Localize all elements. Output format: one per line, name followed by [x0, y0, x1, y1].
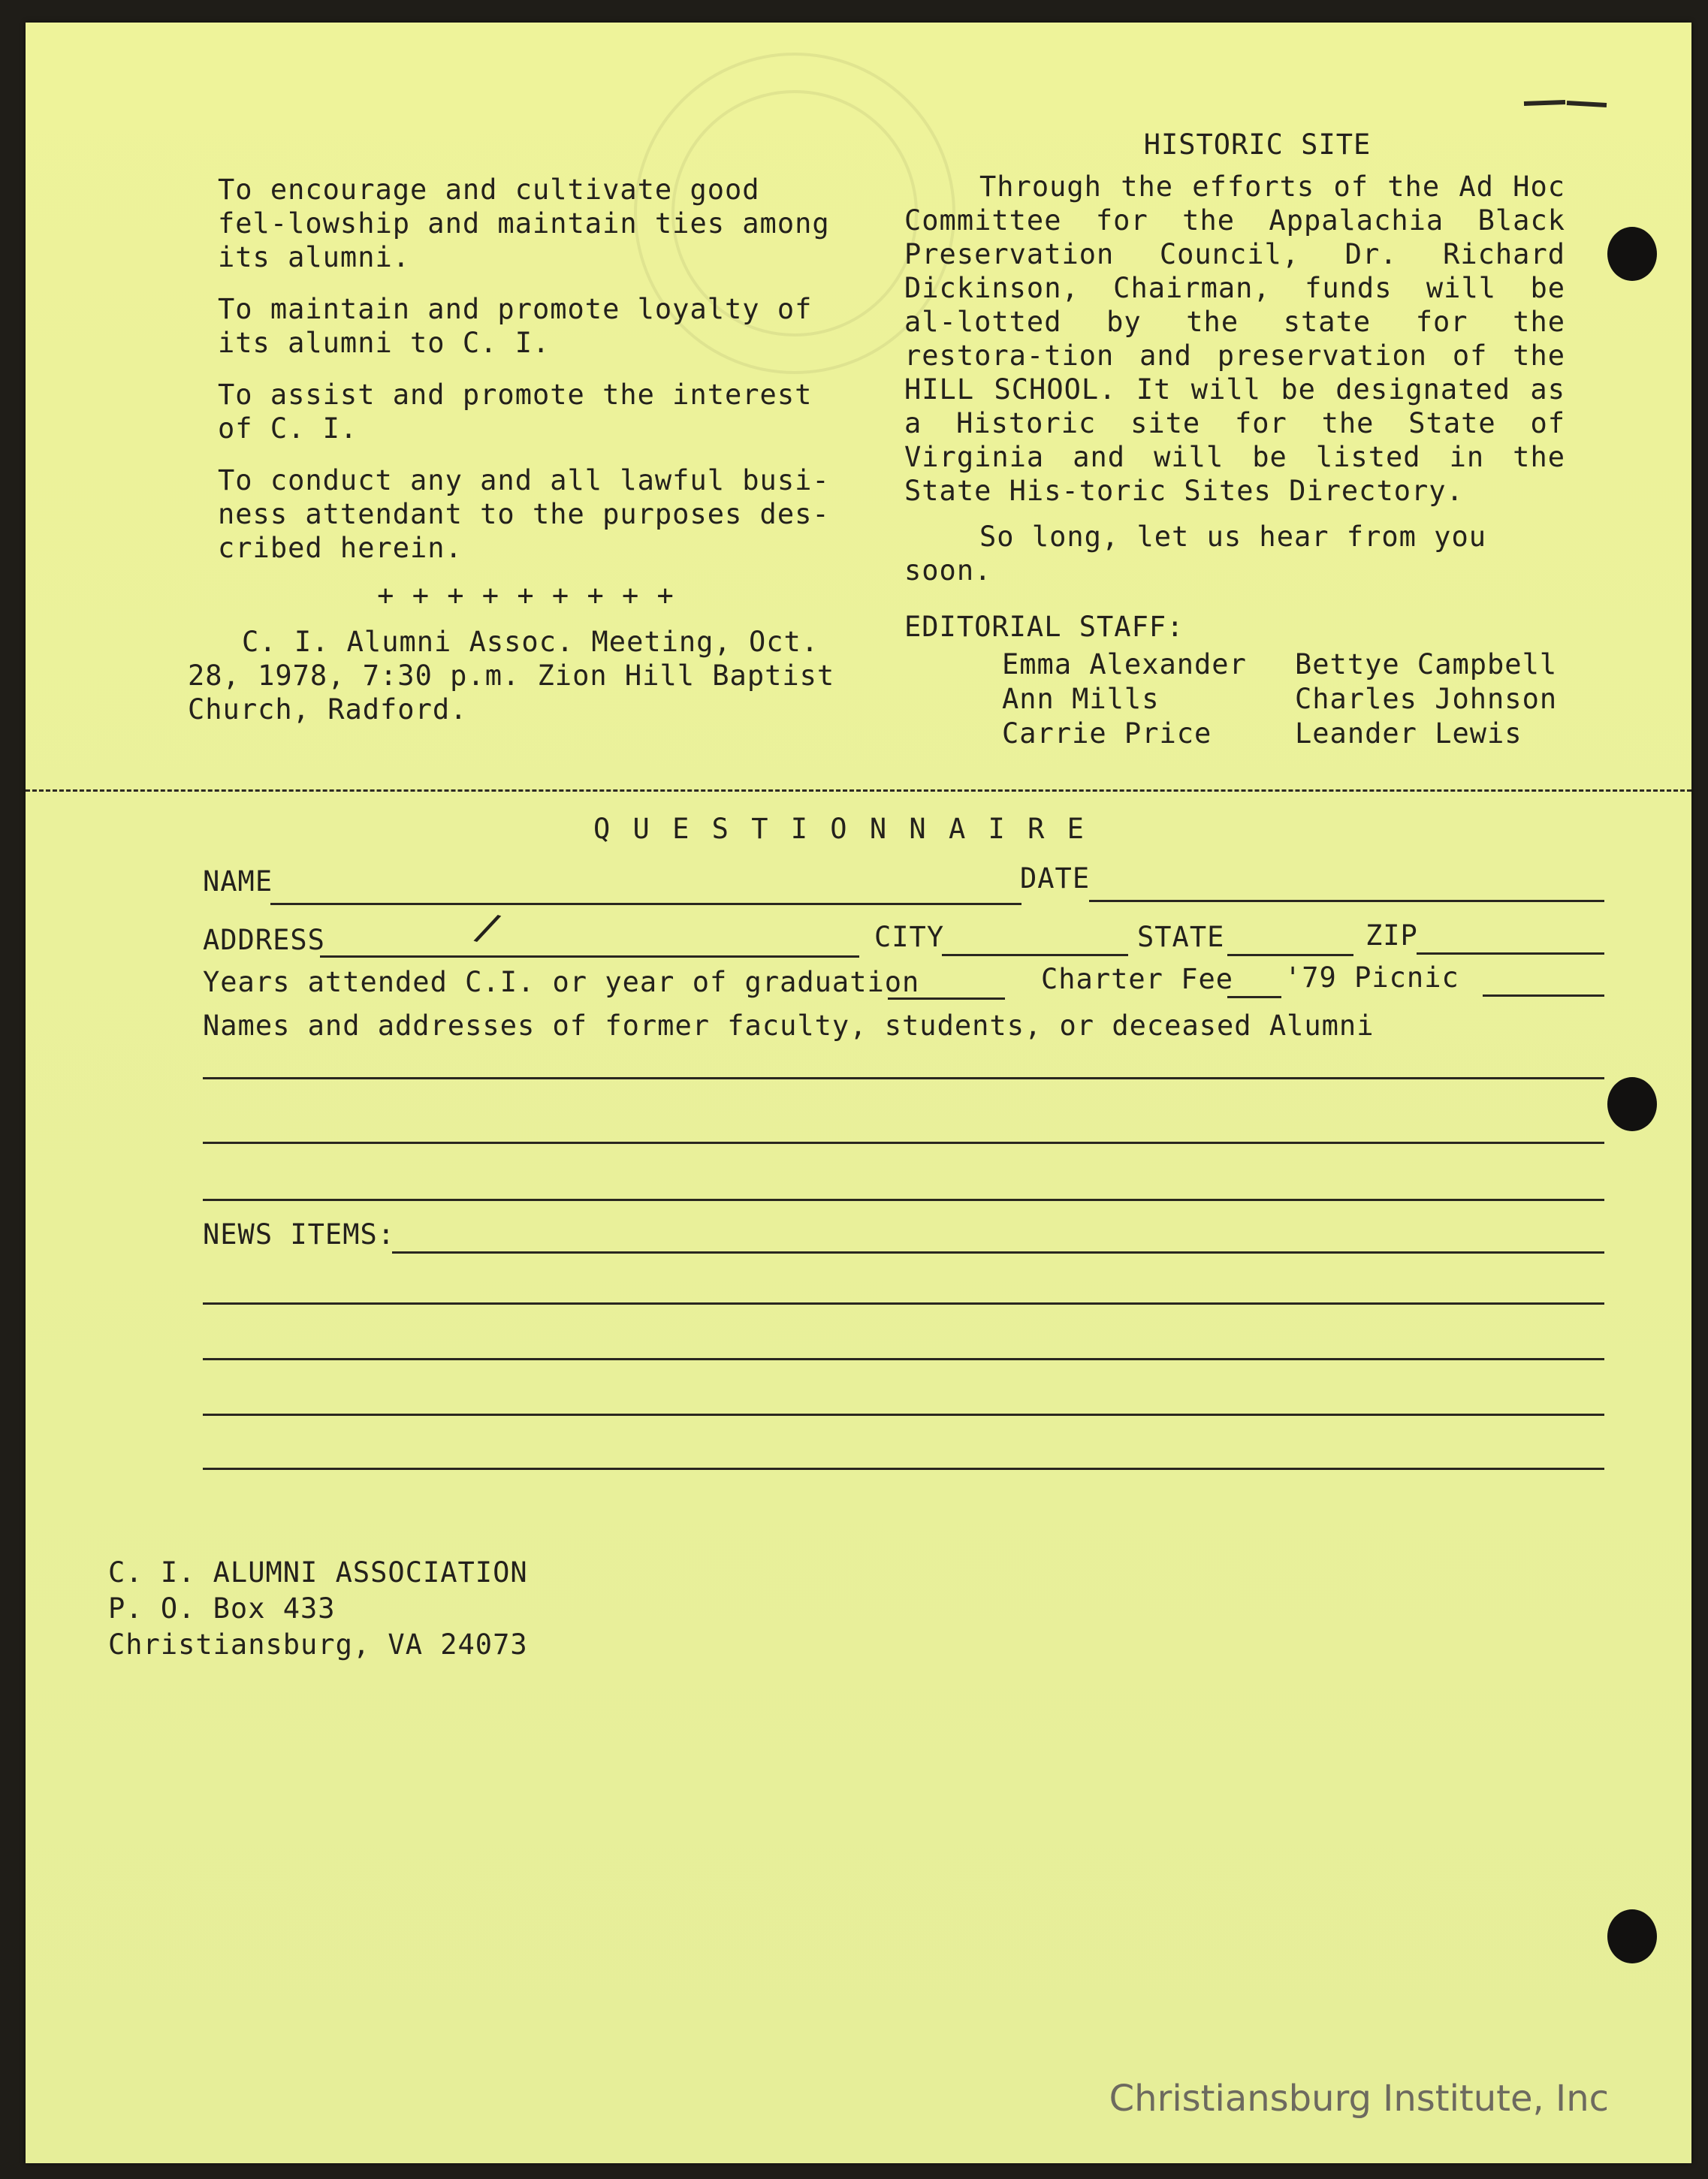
city-label: CITY [874, 921, 945, 953]
separator-plus-signs: + + + + + + + + + [377, 579, 674, 611]
name-field[interactable] [270, 903, 1021, 905]
news-line[interactable] [203, 1468, 1604, 1470]
corner-scribble-icon [1520, 96, 1610, 113]
return-address-line: C. I. ALUMNI ASSOCIATION [108, 1556, 528, 1589]
picnic-label: '79 Picnic [1284, 961, 1459, 994]
years-label: Years attended C.I. or year of graduation [203, 966, 920, 998]
date-field[interactable] [1089, 900, 1604, 902]
staff-name: Bettye Campbell [1295, 648, 1558, 681]
names-line[interactable] [203, 1199, 1604, 1201]
staff-name: Ann Mills [1002, 683, 1160, 715]
return-address-line: Christiansburg, VA 24073 [108, 1628, 528, 1661]
document-page [26, 23, 1691, 2163]
closing-line: So long, let us hear from you soon. [904, 521, 1487, 587]
zip-label: ZIP [1365, 919, 1418, 952]
binder-hole-middle [1607, 1077, 1657, 1131]
state-label: STATE [1137, 921, 1225, 953]
return-address [108, 1555, 634, 1663]
editorial-staff-heading: EDITORIAL STAFF: [904, 611, 1184, 643]
years-field[interactable] [888, 997, 1005, 1000]
purpose-paragraph: To assist and promote the interest of C. I. [218, 379, 813, 445]
staff-name: Charles Johnson [1295, 683, 1558, 715]
names-line[interactable] [203, 1077, 1604, 1079]
archive-watermark: Christiansburg Institute, Inc [1109, 2078, 1609, 2120]
charter-fee-field[interactable] [1227, 996, 1281, 998]
news-items-label: NEWS ITEMS: [203, 1218, 396, 1251]
binder-hole-bottom [1607, 1909, 1657, 1963]
city-field[interactable] [942, 954, 1128, 956]
names-addresses-label: Names and addresses of former faculty, students, or deceased Alumni [203, 1010, 1375, 1042]
news-line[interactable] [203, 1414, 1604, 1416]
picnic-field[interactable] [1483, 994, 1604, 997]
news-line[interactable] [203, 1358, 1604, 1360]
questionnaire-title: Q U E S T I O N N A I R E [593, 813, 1087, 845]
historic-site-heading: HISTORIC SITE [1143, 128, 1372, 161]
purpose-paragraph: To conduct any and all lawful busi-ness attendant to the purposes des-cribed herein. [218, 464, 830, 564]
names-line[interactable] [203, 1142, 1604, 1144]
purpose-paragraph: To maintain and promote loyalty of its alumni to C. I. [218, 293, 813, 359]
meeting-notice: C. I. Alumni Assoc. Meeting, Oct. 28, 1978, 7:30 p.m. Zion Hill Baptist Church, Radford. [188, 626, 835, 726]
staff-name: Leander Lewis [1295, 717, 1522, 750]
binder-hole-top [1607, 227, 1657, 281]
news-line[interactable] [392, 1251, 1604, 1254]
news-line[interactable] [203, 1302, 1604, 1305]
staff-name: Carrie Price [1002, 717, 1212, 750]
editorial-staff-list [1002, 647, 1603, 760]
staff-name: Emma Alexander [1002, 648, 1247, 681]
cut-line [26, 789, 1691, 792]
date-label: DATE [1020, 862, 1091, 895]
name-label: NAME [203, 865, 273, 898]
purpose-paragraph: To encourage and cultivate good fel-lowship and maintain ties among its alumni. [218, 174, 830, 273]
address-checkmark: / [469, 903, 507, 954]
return-address-line: P. O. Box 433 [108, 1592, 336, 1625]
purposes-list [218, 173, 834, 565]
charter-fee-label: Charter Fee [1041, 963, 1234, 995]
zip-field[interactable] [1417, 952, 1604, 955]
address-label: ADDRESS [203, 924, 325, 956]
address-field[interactable] [320, 955, 859, 958]
historic-site-body: Through the efforts of the Ad Hoc Committee for the Appalachia Black Preservation Council, Dr. Richard Dickinson, Chairman, funds will be al-lotted by the state for the restora-tion and preservation of the HILL SCHOOL. It will be designated as a Historic site for the State of Virginia and will be listed in the State His-toric Sites Directory. [904, 171, 1565, 507]
state-field[interactable] [1227, 954, 1353, 956]
